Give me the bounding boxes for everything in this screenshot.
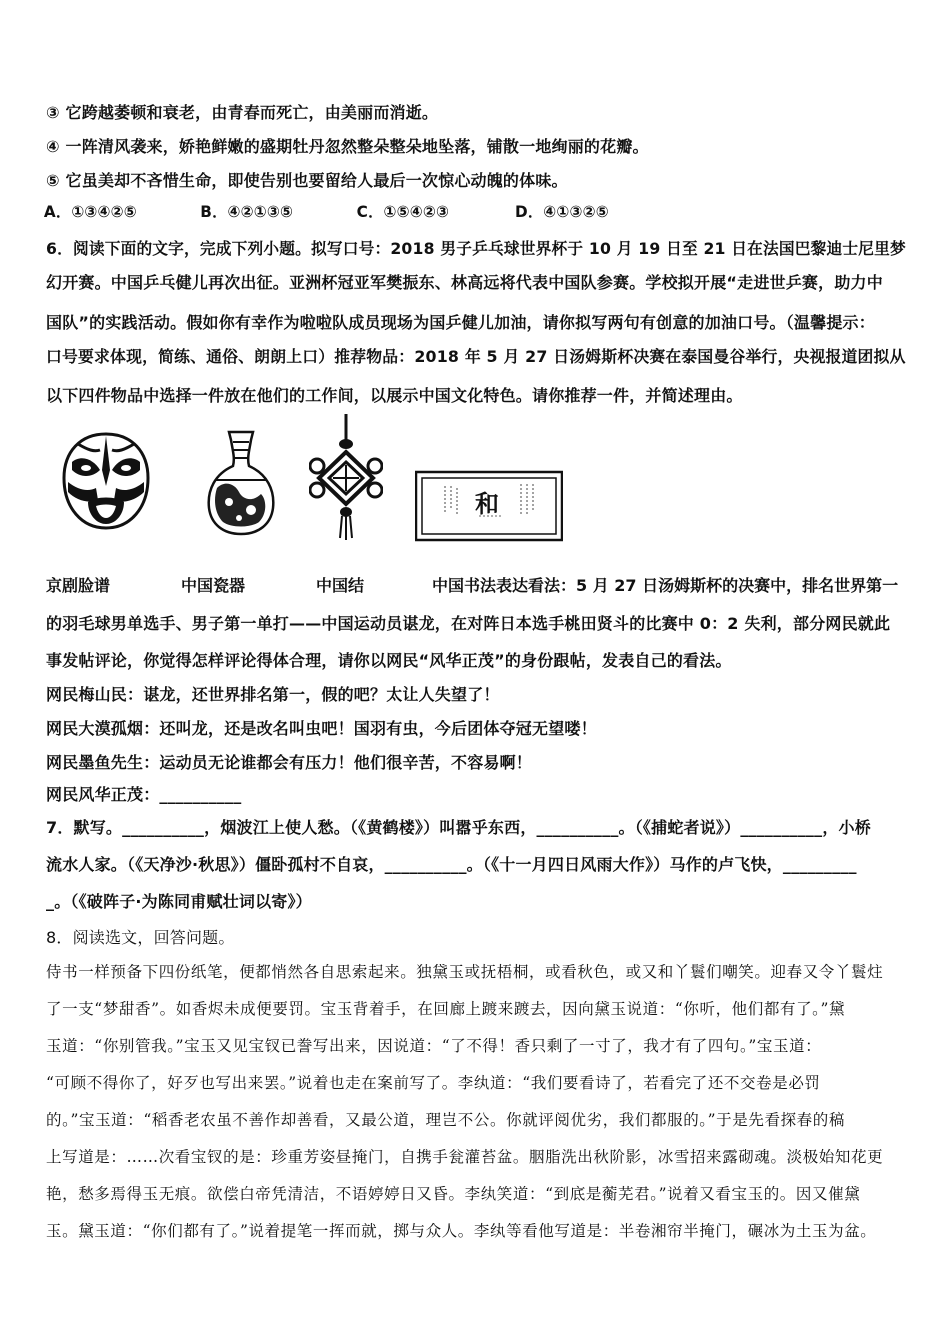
q6-line-3: 国队”的实践活动。假如你有幸作为啦啦队成员现场为国乒健儿加油，请你拟写两句有创意的加油口号。（温馨提示：	[46, 313, 875, 332]
answer-blank-line[interactable]: 网民风华正茂：__________	[46, 785, 242, 804]
q8-title: 8．阅读选文，回答问题。	[46, 928, 235, 947]
calligraphy-scroll-image	[415, 470, 563, 542]
caption-knot: 中国结	[316, 576, 365, 595]
netizen-comment-3: 网民墨鱼先生：运动员无论谁都会有压力！他们很辛苦，不容易啊！	[46, 753, 533, 772]
q7-line-3: _。（《破阵子·为陈同甫赋壮词以寄》）	[46, 892, 312, 911]
chinese-knot-image	[309, 414, 383, 540]
netizen-comment-1: 网民梅山民：谌龙，还世界排名第一，假的吧？太让人失望了！	[46, 685, 500, 704]
caption-calligraphy-line: 中国书法表达看法：5 月 27 日汤姆斯杯的决赛中，排名世界第一	[432, 576, 899, 595]
q7-line-1: 7．默写。__________，烟波江上使人愁。（《黄鹤楼》）叫嚣乎东西，__________。（《捕蛇者说》）__________，小桥	[46, 818, 871, 837]
q5-item-3: ③ 它跨越萎顿和衰老，由青春而死亡，由美丽而消逝。	[46, 103, 439, 122]
q8-line-3: 玉道：“你别管我。”宝玉又见宝钗已誊写出来，因说道：“了不得！香只剩了一寸了，我才有了四句。”宝玉道：	[46, 1037, 822, 1055]
q6-more-line-2: 事发帖评论，你觉得怎样评论得体合理，请你以网民“风华正茂”的身份跟帖，发表自己的看法。	[46, 651, 732, 670]
q6-line-1: 6．阅读下面的文字，完成下列小题。拟写口号：2018 男子乒乓球世界杯于 10 月 19 日至 21 日在法国巴黎迪士尼里梦	[46, 239, 906, 258]
q8-line-4: “可顾不得你了，好歹也写出来罢。”说着也走在案前写了。李纨道：“我们要看诗了，若看完了还不交卷是必罚	[46, 1074, 821, 1092]
q6-line-4: 口号要求体现，简练、通俗、朗朗上口）推荐物品：2018 年 5 月 27 日汤姆斯杯决赛在泰国曼谷举行，央视报道团拟从	[46, 347, 906, 366]
q8-line-2: 了一支“梦甜香”。如香烬未成便要罚。宝玉背着手，在回廊上踱来踱去，因向黛玉说道：“你听，他们都有了。”黛	[46, 1000, 846, 1018]
q8-line-6: 上写道是：……次看宝钗的是：珍重芳姿昼掩门，自携手瓮灌苔盆。胭脂洗出秋阶影，冰雪招来露砌魂。淡极始知花更	[46, 1148, 884, 1166]
option-d[interactable]: D．④①③②⑤	[514, 202, 609, 221]
caption-opera-mask: 京剧脸谱	[46, 576, 111, 595]
q8-line-5: 的。”宝玉道：“稻香老农虽不善作却善看，又最公道，理岂不公。你就评阅优劣，我们都服的。”于是先看探春的稿	[46, 1111, 845, 1129]
q5-item-5: ⑤ 它虽美却不吝惜生命，即使告别也要留给人最后一次惊心动魄的体味。	[46, 171, 568, 190]
q8-line-8: 玉。黛玉道：“你们都有了。”说着提笔一挥而就，掷与众人。李纨等看他写道是：半卷湘帘半掩门，碾冰为土玉为盆。	[46, 1222, 877, 1240]
q7-line-2: 流水人家。（《天净沙·秋思》）僵卧孤村不自哀，__________。（《十一月四日风雨大作》）马作的卢飞快，_________	[46, 855, 857, 874]
option-a[interactable]: A．①③④②⑤	[43, 202, 137, 221]
option-c[interactable]: C．①⑤④②③	[356, 202, 450, 221]
q6-more-line-1: 的羽毛球男单选手、男子第一单打——中国运动员谌龙，在对阵日本选手桃田贤斗的比赛中 0：2 失利，部分网民就此	[46, 614, 891, 633]
q8-line-1: 侍书一样预备下四份纸笔，便都悄然各自思索起来。独黛玉或抚梧桐，或看秋色，或又和丫鬟们嘲笑。迎春又令丫鬟炷	[46, 963, 884, 981]
q6-line-5: 以下四件物品中选择一件放在他们的工作间，以展示中国文化特色。请你推荐一件，并简述理由。	[46, 386, 743, 405]
caption-porcelain: 中国瓷器	[181, 576, 246, 595]
porcelain-vase-image	[205, 428, 277, 540]
q6-line-2: 幻开赛。中国乒乓健儿再次出征。亚洲杯冠亚军樊振东、林高远将代表中国队参赛。学校拟开展“走进世乒赛，助力中	[46, 273, 883, 292]
opera-mask-image	[58, 430, 154, 532]
netizen-comment-2: 网民大漠孤烟：还叫龙，还是改名叫虫吧！国羽有虫，今后团体夺冠无望喽！	[46, 719, 597, 738]
option-b[interactable]: B．④②①③⑤	[200, 202, 294, 221]
q8-line-7: 艳，愁多焉得玉无痕。欲偿白帝凭清洁，不语婷婷日又昏。李纨笑道：“到底是蘅芜君。”说着又看宝玉的。因又催黛	[46, 1185, 861, 1203]
q5-item-4: ④ 一阵清风袭来，娇艳鲜嫩的盛期牡丹忽然整朵整朵地坠落，铺散一地绚丽的花瓣。	[46, 137, 649, 156]
calligraphy-character: 和	[475, 489, 499, 518]
